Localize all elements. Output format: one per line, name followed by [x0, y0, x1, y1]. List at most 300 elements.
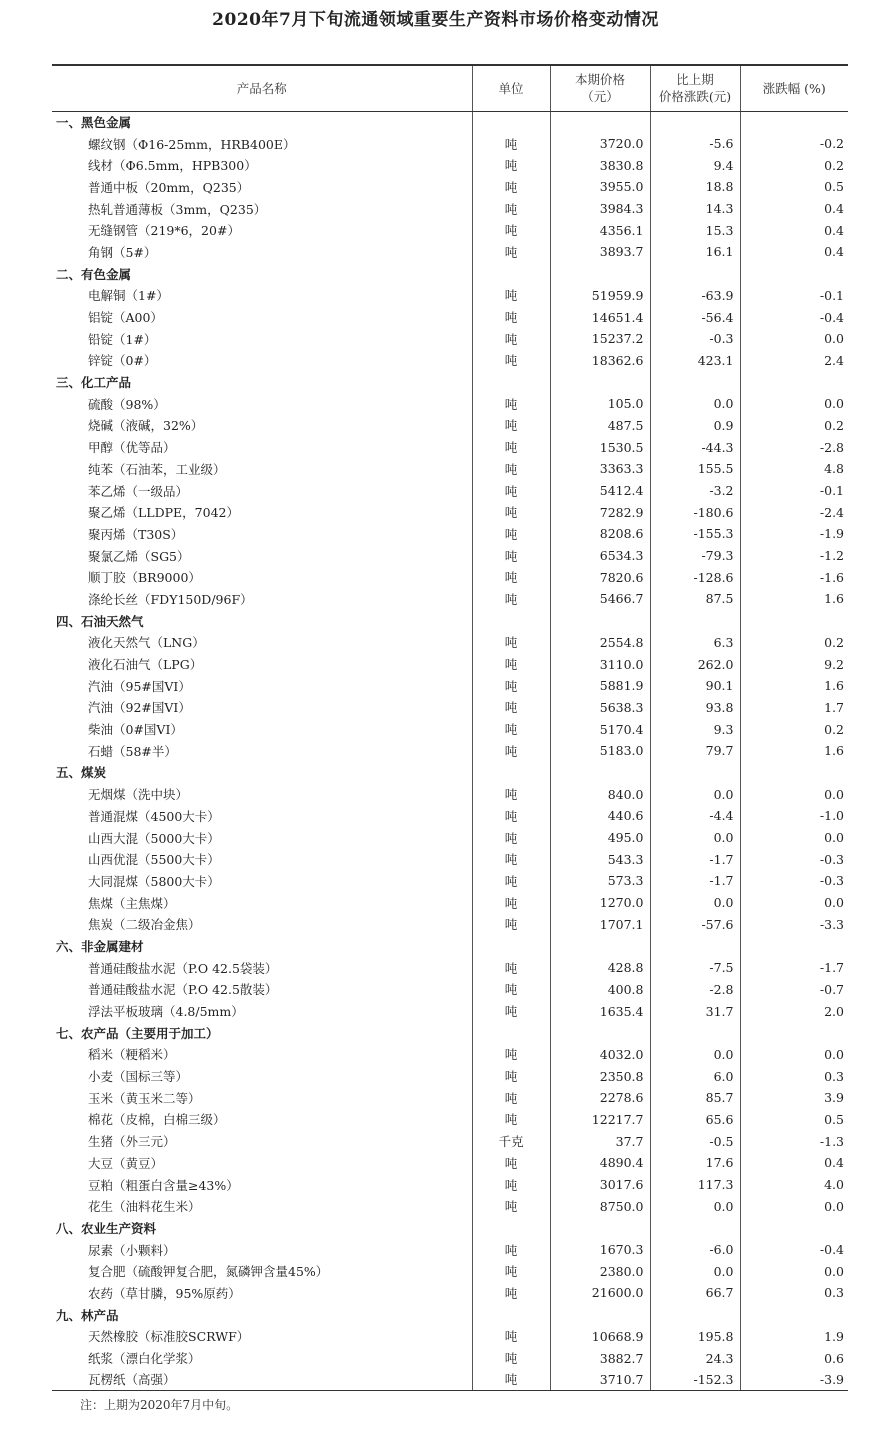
product-name: 尿素（小颗料） — [88, 1242, 176, 1258]
current-price: 37.7 — [550, 1130, 650, 1152]
current-price: 3984.3 — [550, 198, 650, 220]
change-percent: -1.2 — [740, 545, 848, 567]
price-change: 87.5 — [650, 588, 740, 610]
header-current-price-line1: 本期价格 — [574, 72, 625, 88]
unit-cell: 吨 — [472, 1109, 550, 1131]
unit-cell: 吨 — [472, 545, 550, 567]
change-percent: -0.2 — [740, 133, 848, 155]
price-change: 195.8 — [650, 1326, 740, 1348]
unit-cell: 吨 — [472, 783, 550, 805]
table-row — [52, 1000, 848, 1022]
unit-cell: 吨 — [472, 436, 550, 458]
table-row — [52, 1130, 848, 1152]
table-row — [52, 501, 848, 523]
product-name: 小麦（国标三等） — [88, 1069, 189, 1085]
table-row — [52, 545, 848, 567]
unit-cell: 吨 — [472, 718, 550, 740]
unit-cell: 吨 — [472, 827, 550, 849]
current-price: 15237.2 — [550, 328, 650, 350]
table-row — [52, 783, 848, 805]
category-row — [52, 762, 848, 784]
table-row — [52, 1326, 848, 1348]
category-row — [52, 371, 848, 393]
table-row — [52, 805, 848, 827]
current-price: 7820.6 — [550, 566, 650, 588]
category-name: 五、煤炭 — [56, 765, 107, 781]
product-name: 汽油（95#国VI） — [88, 678, 191, 694]
table-row — [52, 328, 848, 350]
table-row — [52, 870, 848, 892]
empty-cell — [740, 1022, 848, 1044]
current-price: 2278.6 — [550, 1087, 650, 1109]
change-percent: 4.0 — [740, 1174, 848, 1196]
price-change: -1.7 — [650, 870, 740, 892]
current-price: 4032.0 — [550, 1044, 650, 1066]
table-row — [52, 133, 848, 155]
product-name: 烧碱（液碱，32%） — [88, 418, 204, 434]
price-change: 0.0 — [650, 393, 740, 415]
current-price: 2554.8 — [550, 632, 650, 654]
product-name: 液化石油气（LPG） — [88, 657, 203, 673]
unit-cell: 吨 — [472, 219, 550, 241]
change-percent: 0.0 — [740, 393, 848, 415]
current-price: 6534.3 — [550, 545, 650, 567]
category-row — [52, 935, 848, 957]
current-price: 14651.4 — [550, 306, 650, 328]
price-change: 0.0 — [650, 827, 740, 849]
empty-cell — [550, 1304, 650, 1326]
product-name: 液化天然气（LNG） — [88, 635, 205, 651]
change-percent: 2.4 — [740, 350, 848, 372]
current-price: 1635.4 — [550, 1000, 650, 1022]
unit-cell: 吨 — [472, 1152, 550, 1174]
category-row — [52, 263, 848, 285]
product-name: 硫酸（98%） — [88, 396, 166, 412]
unit-cell: 吨 — [472, 1369, 550, 1391]
current-price: 3955.0 — [550, 176, 650, 198]
current-price: 51959.9 — [550, 285, 650, 307]
table-row — [52, 523, 848, 545]
category-row — [52, 610, 848, 632]
price-change: 93.8 — [650, 697, 740, 719]
unit-cell: 吨 — [472, 241, 550, 263]
price-change: 0.0 — [650, 783, 740, 805]
table-row — [52, 1260, 848, 1282]
unit-cell: 吨 — [472, 328, 550, 350]
unit-cell: 吨 — [472, 523, 550, 545]
product-name: 柴油（0#国VI） — [88, 722, 183, 738]
page-title: 2020年7月下旬流通领域重要生产资料市场价格变动情况 — [212, 10, 659, 30]
product-name: 农药（草甘膦，95%原药） — [88, 1285, 241, 1301]
product-name: 瓦楞纸（高强） — [52, 1369, 472, 1391]
table-row — [52, 913, 848, 935]
table-row — [52, 718, 848, 740]
empty-cell — [650, 762, 740, 784]
price-change: -79.3 — [650, 545, 740, 567]
category-row — [52, 111, 848, 133]
header-price-change — [650, 65, 740, 111]
header-current-price-line2: （元） — [581, 89, 619, 105]
product-name: 纯苯（石油苯，工业级） — [88, 461, 226, 477]
price-change: 16.1 — [650, 241, 740, 263]
unit-cell: 吨 — [472, 1087, 550, 1109]
current-price: 3710.7 — [550, 1369, 650, 1391]
product-name: 大同混煤（5800大卡） — [88, 873, 220, 889]
change-percent: 3.9 — [740, 1087, 848, 1109]
change-percent: 1.9 — [740, 1326, 848, 1348]
unit-cell: 吨 — [472, 653, 550, 675]
current-price: 487.5 — [550, 415, 650, 437]
table-row — [52, 1174, 848, 1196]
empty-cell — [550, 610, 650, 632]
product-name: 普通混煤（4500大卡） — [88, 808, 220, 824]
change-percent: 0.0 — [740, 783, 848, 805]
empty-cell — [650, 1217, 740, 1239]
empty-cell — [650, 1304, 740, 1326]
product-name: 铝锭（A00） — [88, 310, 163, 326]
header-current-price — [550, 65, 650, 111]
price-change: -128.6 — [650, 566, 740, 588]
price-table — [52, 64, 848, 1391]
unit-cell: 吨 — [472, 176, 550, 198]
table-row — [52, 219, 848, 241]
price-change: -0.5 — [650, 1130, 740, 1152]
unit-cell: 吨 — [472, 1195, 550, 1217]
unit-cell: 吨 — [472, 979, 550, 1001]
product-name: 角钢（5#） — [88, 244, 157, 260]
unit-cell: 吨 — [472, 501, 550, 523]
table-row — [52, 588, 848, 610]
product-name: 聚氯乙烯（SG5） — [88, 548, 190, 564]
unit-cell: 吨 — [472, 458, 550, 480]
table-row — [52, 241, 848, 263]
product-name: 锌锭（0#） — [88, 353, 157, 369]
current-price: 4890.4 — [550, 1152, 650, 1174]
product-name: 苯乙烯（一级品） — [88, 483, 189, 499]
table-row — [52, 653, 848, 675]
table-row — [52, 1347, 848, 1369]
table-row — [52, 697, 848, 719]
current-price: 400.8 — [550, 979, 650, 1001]
empty-cell — [472, 263, 550, 285]
change-percent: 2.0 — [740, 1000, 848, 1022]
product-name: 焦煤（主焦煤） — [88, 895, 176, 911]
empty-cell — [472, 935, 550, 957]
table-row — [52, 1087, 848, 1109]
product-name: 生猪（外三元） — [88, 1134, 176, 1150]
change-percent: 0.5 — [740, 176, 848, 198]
category-name: 七、农产品（主要用于加工） — [56, 1025, 219, 1041]
unit-cell: 吨 — [472, 892, 550, 914]
price-change: -56.4 — [650, 306, 740, 328]
unit-cell: 吨 — [472, 632, 550, 654]
table-row — [52, 154, 848, 176]
price-change: 66.7 — [650, 1282, 740, 1304]
product-name: 浮法平板玻璃（4.8/5mm） — [88, 1004, 244, 1020]
table-row — [52, 1282, 848, 1304]
current-price: 3017.6 — [550, 1174, 650, 1196]
price-change: -152.3 — [650, 1369, 740, 1391]
empty-cell — [550, 1217, 650, 1239]
price-change: 79.7 — [650, 740, 740, 762]
category-name: 六、非金属建材 — [56, 938, 144, 954]
change-percent: 0.5 — [740, 1109, 848, 1131]
table-row — [52, 1065, 848, 1087]
empty-cell — [472, 1217, 550, 1239]
unit-cell: 吨 — [472, 697, 550, 719]
price-change: -7.5 — [650, 957, 740, 979]
category-row — [52, 1217, 848, 1239]
change-percent: 0.4 — [740, 1152, 848, 1174]
table-row — [52, 306, 848, 328]
product-name: 甲醇（优等品） — [88, 440, 176, 456]
current-price: 543.3 — [550, 848, 650, 870]
change-percent: -1.3 — [740, 1130, 848, 1152]
price-change: 31.7 — [650, 1000, 740, 1022]
empty-cell — [740, 935, 848, 957]
product-name: 普通硅酸盐水泥（P.O 42.5袋装） — [88, 960, 278, 976]
price-change: 0.0 — [650, 892, 740, 914]
price-change: -57.6 — [650, 913, 740, 935]
change-percent: 1.6 — [740, 740, 848, 762]
change-percent: -0.1 — [740, 285, 848, 307]
change-percent: -1.0 — [740, 805, 848, 827]
price-change: -3.2 — [650, 480, 740, 502]
unit-cell: 吨 — [472, 306, 550, 328]
table-row — [52, 458, 848, 480]
table-row — [52, 675, 848, 697]
current-price: 495.0 — [550, 827, 650, 849]
unit-cell: 吨 — [472, 913, 550, 935]
change-percent: -1.6 — [740, 566, 848, 588]
price-change: -44.3 — [650, 436, 740, 458]
product-name: 螺纹钢（Φ16-25mm，HRB400E） — [88, 136, 296, 152]
price-change: 24.3 — [650, 1347, 740, 1369]
current-price: 12217.7 — [550, 1109, 650, 1131]
change-percent: 0.2 — [740, 415, 848, 437]
change-percent: 1.6 — [740, 675, 848, 697]
current-price: 3830.8 — [550, 154, 650, 176]
price-change: 90.1 — [650, 675, 740, 697]
product-name: 普通中板（20mm，Q235） — [88, 179, 250, 195]
price-change: -1.7 — [650, 848, 740, 870]
change-percent: 0.0 — [740, 892, 848, 914]
category-name: 二、有色金属 — [56, 266, 132, 282]
current-price: 5638.3 — [550, 697, 650, 719]
table-row — [52, 979, 848, 1001]
price-change: -155.3 — [650, 523, 740, 545]
current-price: 3882.7 — [550, 1347, 650, 1369]
table-row — [52, 1109, 848, 1131]
product-name: 豆粕（粗蛋白含量≥43%） — [88, 1177, 239, 1193]
change-percent: 9.2 — [740, 653, 848, 675]
unit-cell: 吨 — [472, 957, 550, 979]
product-name: 涤纶长丝（FDY150D/96F） — [88, 591, 253, 607]
change-percent: 0.4 — [740, 241, 848, 263]
table-row — [52, 198, 848, 220]
empty-cell — [472, 111, 550, 133]
price-change: 117.3 — [650, 1174, 740, 1196]
current-price: 5412.4 — [550, 480, 650, 502]
price-change: 155.5 — [650, 458, 740, 480]
unit-cell: 吨 — [472, 848, 550, 870]
header-price-change-line1: 比上期 — [676, 72, 714, 88]
table-row — [52, 285, 848, 307]
price-change: 9.3 — [650, 718, 740, 740]
current-price: 2350.8 — [550, 1065, 650, 1087]
price-change: 423.1 — [650, 350, 740, 372]
change-percent: 0.0 — [740, 1260, 848, 1282]
change-percent: 1.7 — [740, 697, 848, 719]
unit-cell: 吨 — [472, 154, 550, 176]
unit-cell: 吨 — [472, 740, 550, 762]
product-name: 稻米（粳稻米） — [88, 1047, 176, 1063]
category-row — [52, 1304, 848, 1326]
change-percent: -0.3 — [740, 870, 848, 892]
empty-cell — [650, 263, 740, 285]
unit-cell: 吨 — [472, 415, 550, 437]
current-price: 3363.3 — [550, 458, 650, 480]
product-name: 电解铜（1#） — [88, 288, 169, 304]
current-price: 105.0 — [550, 393, 650, 415]
header-change-percent: 涨跌幅 (%) — [740, 65, 848, 111]
product-name: 花生（油料花生米） — [88, 1199, 201, 1215]
change-percent: -0.3 — [740, 848, 848, 870]
change-percent: -3.3 — [740, 913, 848, 935]
product-name: 大豆（黄豆） — [88, 1155, 164, 1171]
price-change: 65.6 — [650, 1109, 740, 1131]
empty-cell — [472, 610, 550, 632]
current-price: 10668.9 — [550, 1326, 650, 1348]
empty-cell — [650, 610, 740, 632]
table-row — [52, 1369, 848, 1391]
product-name: 线材（Φ6.5mm，HPB300） — [88, 158, 257, 174]
product-name: 普通硅酸盐水泥（P.O 42.5散装） — [88, 982, 278, 998]
unit-cell: 吨 — [472, 1282, 550, 1304]
table-row — [52, 1044, 848, 1066]
product-name: 玉米（黄玉米二等） — [88, 1090, 201, 1106]
change-percent: 0.2 — [740, 718, 848, 740]
current-price: 1707.1 — [550, 913, 650, 935]
current-price: 5183.0 — [550, 740, 650, 762]
price-change: -63.9 — [650, 285, 740, 307]
unit-cell: 吨 — [472, 480, 550, 502]
unit-cell: 吨 — [472, 393, 550, 415]
change-percent: 4.8 — [740, 458, 848, 480]
price-change: -0.3 — [650, 328, 740, 350]
current-price: 440.6 — [550, 805, 650, 827]
empty-cell — [740, 1304, 848, 1326]
unit-cell: 吨 — [472, 566, 550, 588]
empty-cell — [650, 111, 740, 133]
header-product-name: 产品名称 — [52, 65, 472, 111]
category-name: 三、化工产品 — [56, 375, 132, 391]
change-percent: 0.0 — [740, 827, 848, 849]
table-row — [52, 827, 848, 849]
price-change: 18.8 — [650, 176, 740, 198]
product-name: 纸浆（漂白化学浆） — [88, 1351, 201, 1367]
table-row — [52, 1239, 848, 1261]
price-change: -6.0 — [650, 1239, 740, 1261]
empty-cell — [650, 935, 740, 957]
product-name: 石蜡（58#半） — [88, 743, 177, 759]
empty-cell — [740, 263, 848, 285]
price-change: -5.6 — [650, 133, 740, 155]
product-name: 天然橡胶（标准胶SCRWF） — [88, 1329, 250, 1345]
price-change: -2.8 — [650, 979, 740, 1001]
unit-cell: 吨 — [472, 588, 550, 610]
unit-cell: 吨 — [472, 805, 550, 827]
change-percent: -0.4 — [740, 306, 848, 328]
product-name: 山西优混（5500大卡） — [88, 852, 220, 868]
current-price: 573.3 — [550, 870, 650, 892]
product-name: 棉花（皮棉，白棉三级） — [88, 1112, 226, 1128]
unit-cell: 吨 — [472, 285, 550, 307]
table-row — [52, 848, 848, 870]
empty-cell — [550, 762, 650, 784]
change-percent: 0.4 — [740, 198, 848, 220]
unit-cell: 吨 — [472, 350, 550, 372]
change-percent: -0.1 — [740, 480, 848, 502]
empty-cell — [472, 1022, 550, 1044]
table-row — [52, 566, 848, 588]
current-price: 1530.5 — [550, 436, 650, 458]
unit-cell: 吨 — [472, 1326, 550, 1348]
current-price: 7282.9 — [550, 501, 650, 523]
change-percent: 0.4 — [740, 219, 848, 241]
price-change: -180.6 — [650, 501, 740, 523]
price-change: 14.3 — [650, 198, 740, 220]
change-percent: -1.9 — [740, 523, 848, 545]
table-row — [52, 957, 848, 979]
current-price: 4356.1 — [550, 219, 650, 241]
change-percent: 0.0 — [740, 1044, 848, 1066]
price-change: 6.0 — [650, 1065, 740, 1087]
change-percent: -2.4 — [740, 501, 848, 523]
product-name: 热轧普通薄板（3mm，Q235） — [88, 201, 267, 217]
current-price: 5881.9 — [550, 675, 650, 697]
price-change: 262.0 — [650, 653, 740, 675]
price-change: 0.0 — [650, 1195, 740, 1217]
unit-cell: 吨 — [472, 1347, 550, 1369]
table-row — [52, 1152, 848, 1174]
table-row — [52, 632, 848, 654]
category-name: 四、石油天然气 — [56, 613, 144, 629]
change-percent: 0.2 — [740, 154, 848, 176]
current-price: 1670.3 — [550, 1239, 650, 1261]
header-price-change-line2: 价格涨跌(元) — [658, 89, 732, 105]
category-name: 九、林产品 — [56, 1307, 119, 1323]
price-change: 15.3 — [650, 219, 740, 241]
product-name: 焦炭（二级冶金焦） — [88, 917, 201, 933]
unit-cell: 吨 — [472, 133, 550, 155]
product-name: 山西大混（5000大卡） — [88, 830, 220, 846]
current-price: 840.0 — [550, 783, 650, 805]
current-price: 18362.6 — [550, 350, 650, 372]
change-percent: 0.3 — [740, 1065, 848, 1087]
price-change: 9.4 — [650, 154, 740, 176]
product-name: 汽油（92#国VI） — [88, 700, 191, 716]
table-row — [52, 436, 848, 458]
product-name: 聚乙烯（LLDPE，7042） — [88, 505, 239, 521]
category-name: 八、农业生产资料 — [56, 1220, 157, 1236]
category-name: 一、黑色金属 — [56, 115, 132, 131]
table-row — [52, 1195, 848, 1217]
price-change: -4.4 — [650, 805, 740, 827]
change-percent: 0.0 — [740, 1195, 848, 1217]
current-price: 5466.7 — [550, 588, 650, 610]
price-change: 6.3 — [650, 632, 740, 654]
